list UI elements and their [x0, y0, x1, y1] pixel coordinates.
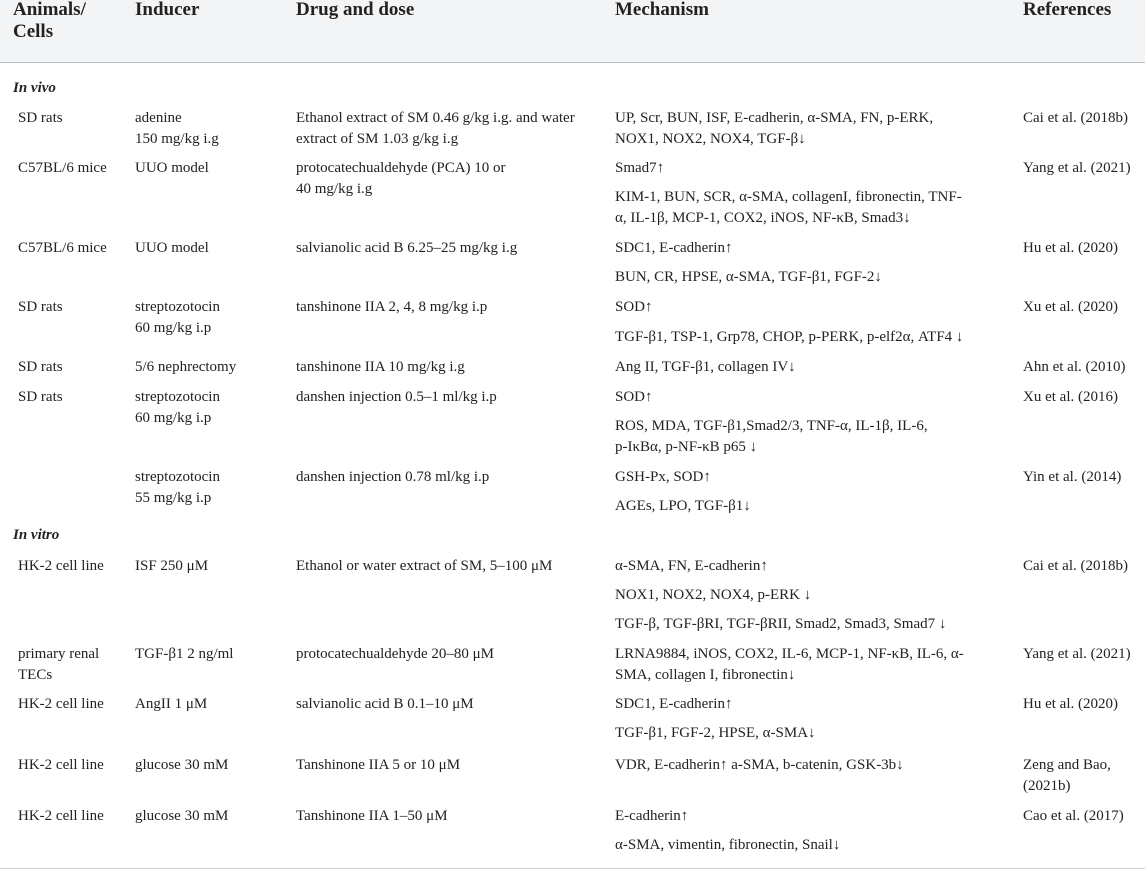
- cell-animals-line: SD rats: [18, 359, 63, 375]
- cell-reference-line: Xu et al. (2016): [1023, 389, 1118, 405]
- cell-inducer-line: 60 mg/kg i.p: [135, 320, 212, 336]
- cell-mechanism-line: SOD↑: [615, 389, 653, 405]
- cell-inducer: [135, 556, 208, 577]
- cell-reference-line: Ahn et al. (2010): [1023, 359, 1126, 375]
- cell-mechanism-line: UP, Scr, BUN, ISF, E-cadherin, α-SMA, FN, p-ERK,: [615, 110, 934, 126]
- cell-drug-dose-line: protocatechualdehyde 20–80 μM: [296, 646, 494, 662]
- cell-mechanism-line: α, IL-1β, MCP-1, COX2, iNOS, NF-κB, Smad3↓: [615, 210, 911, 226]
- cell-inducer: [135, 694, 207, 715]
- cell-drug-dose-line: 40 mg/kg i.g: [296, 181, 373, 197]
- cell-animals: [18, 297, 63, 318]
- cell-reference-line: Hu et al. (2020): [1023, 240, 1118, 256]
- cell-inducer-line: UUO model: [135, 240, 209, 256]
- cell-drug-dose-line: tanshinone IIA 10 mg/kg i.g: [296, 359, 465, 375]
- cell-reference: [1023, 357, 1125, 378]
- cell-animals-line: TECs: [18, 667, 53, 683]
- cell-drug-dose: [296, 755, 460, 776]
- section-in-vivo: In vivo: [13, 80, 56, 96]
- cell-animals: [18, 387, 63, 408]
- cell-drug-dose-line: Tanshinone IIA 5 or 10 μM: [296, 757, 461, 773]
- cell-reference-line: Cai et al. (2018b): [1023, 558, 1128, 574]
- cell-animals: [18, 755, 104, 776]
- cell-mechanism-line: SMA, collagen I, fibronectin↓: [615, 667, 796, 683]
- cell-mechanism: [615, 614, 946, 635]
- cell-mechanism: [615, 187, 962, 229]
- cell-mechanism-line: BUN, CR, HPSE, α-SMA, TGF-β1, FGF-2↓: [615, 269, 882, 285]
- cell-reference-line: Zeng and Bao,: [1023, 757, 1111, 773]
- cell-mechanism-line: SOD↑: [615, 299, 653, 315]
- cell-reference-line: Yang et al. (2021): [1023, 160, 1131, 176]
- cell-inducer-line: 5/6 nephrectomy: [135, 359, 237, 375]
- cell-inducer-line: streptozotocin: [135, 299, 220, 315]
- cell-inducer: [135, 357, 236, 378]
- cell-inducer: [135, 467, 220, 509]
- cell-drug-dose: [296, 644, 494, 665]
- cell-mechanism-line: VDR, E-cadherin↑ a-SMA, b-catenin, GSK-3b↓: [615, 757, 904, 773]
- cell-reference-line: Xu et al. (2020): [1023, 299, 1118, 315]
- cell-drug-dose-line: danshen injection 0.5–1 ml/kg i.p: [296, 389, 497, 405]
- cell-mechanism: [615, 416, 928, 458]
- cell-animals: [18, 158, 107, 179]
- cell-reference-line: (2021b): [1023, 778, 1071, 794]
- cell-mechanism: [615, 267, 882, 288]
- cell-animals-line: C57BL/6 mice: [18, 160, 107, 176]
- cell-drug-dose: [296, 387, 497, 408]
- cell-animals-line: HK-2 cell line: [18, 757, 104, 773]
- cell-reference: [1023, 158, 1131, 179]
- cell-mechanism: [615, 297, 653, 318]
- cell-inducer: [135, 297, 220, 339]
- cell-inducer-line: 55 mg/kg i.p: [135, 490, 212, 506]
- cell-drug-dose-line: tanshinone IIA 2, 4, 8 mg/kg i.p: [296, 299, 488, 315]
- cell-mechanism-line: NOX1, NOX2, NOX4, TGF-β↓: [615, 131, 806, 147]
- header-drug-and-dose: Drug and dose: [296, 0, 415, 20]
- cell-mechanism-line: AGEs, LPO, TGF-β1↓: [615, 498, 751, 514]
- cell-animals: [18, 556, 104, 577]
- cell-animals: [18, 644, 99, 686]
- cell-drug-dose-line: Tanshinone IIA 1–50 μM: [296, 808, 448, 824]
- cell-reference: [1023, 806, 1124, 827]
- cell-mechanism-line: KIM-1, BUN, SCR, α-SMA, collagenI, fibronectin, TNF-: [615, 189, 962, 205]
- cell-inducer: [135, 644, 233, 665]
- cell-inducer-line: 60 mg/kg i.p: [135, 410, 212, 426]
- cell-mechanism-line: TGF-β1, TSP-1, Grp78, CHOP, p-PERK, p-elf2α, ATF4 ↓: [615, 329, 964, 345]
- cell-animals-line: HK-2 cell line: [18, 808, 104, 824]
- cell-inducer-line: UUO model: [135, 160, 209, 176]
- cell-inducer-line: streptozotocin: [135, 389, 220, 405]
- cell-reference-line: Yang et al. (2021): [1023, 646, 1131, 662]
- cell-inducer-line: adenine: [135, 110, 182, 126]
- cell-mechanism: [615, 496, 751, 517]
- cell-inducer: [135, 238, 209, 259]
- cell-drug-dose-line: danshen injection 0.78 ml/kg i.p: [296, 469, 490, 485]
- cell-animals-line: primary renal: [18, 646, 100, 662]
- cell-drug-dose: [296, 694, 474, 715]
- cell-inducer: [135, 108, 219, 150]
- cell-animals-line: SD rats: [18, 299, 63, 315]
- cell-drug-dose-line: salvianolic acid B 6.25–25 mg/kg i.g: [296, 240, 518, 256]
- cell-mechanism-line: SDC1, E-cadherin↑: [615, 696, 733, 712]
- cell-mechanism: [615, 158, 664, 179]
- cell-drug-dose: [296, 158, 506, 200]
- cell-inducer-line: streptozotocin: [135, 469, 220, 485]
- cell-reference: [1023, 644, 1131, 665]
- cell-mechanism: [615, 327, 963, 348]
- cell-mechanism-line: ROS, MDA, TGF-β1,Smad2/3, TNF-α, IL-1β, IL-6,: [615, 418, 928, 434]
- cell-inducer: [135, 158, 209, 179]
- cell-mechanism-line: LRNA9884, iNOS, COX2, IL-6, MCP-1, NF-κB, IL-6, α-: [615, 646, 964, 662]
- cell-animals: [18, 806, 104, 827]
- cell-drug-dose: [296, 238, 517, 259]
- cell-reference-line: Hu et al. (2020): [1023, 696, 1118, 712]
- table-header: [0, 0, 1145, 63]
- cell-inducer-line: 150 mg/kg i.g: [135, 131, 219, 147]
- cell-reference: [1023, 108, 1128, 129]
- cell-mechanism-line: Smad7↑: [615, 160, 665, 176]
- cell-drug-dose-line: Ethanol or water extract of SM, 5–100 μM: [296, 558, 553, 574]
- cell-drug-dose-line: Ethanol extract of SM 0.46 g/kg i.g. and water: [296, 110, 575, 126]
- cell-reference: [1023, 755, 1111, 797]
- cell-mechanism: [615, 238, 732, 259]
- cell-mechanism: [615, 644, 964, 686]
- cell-inducer: [135, 806, 228, 827]
- cell-animals-line: SD rats: [18, 110, 63, 126]
- cell-inducer-line: AngII 1 μM: [135, 696, 208, 712]
- cell-mechanism-line: α-SMA, FN, E-cadherin↑: [615, 558, 768, 574]
- cell-animals-line: HK-2 cell line: [18, 696, 104, 712]
- cell-reference: [1023, 556, 1128, 577]
- cell-mechanism-line: E-cadherin↑: [615, 808, 689, 824]
- cell-drug-dose-line: extract of SM 1.03 g/kg i.g: [296, 131, 459, 147]
- cell-drug-dose: [296, 556, 552, 577]
- table-bottom-border: [0, 868, 1145, 869]
- cell-mechanism: [615, 835, 840, 856]
- cell-mechanism-line: TGF-β1, FGF-2, HPSE, α-SMA↓: [615, 725, 816, 741]
- cell-mechanism: [615, 357, 796, 378]
- cell-mechanism: [615, 467, 711, 488]
- header-animals-cells: Animals/ Cells: [13, 0, 86, 42]
- cell-inducer-line: glucose 30 mM: [135, 808, 229, 824]
- cell-mechanism: [615, 755, 904, 776]
- cell-mechanism: [615, 806, 688, 827]
- cell-drug-dose-line: protocatechualdehyde (PCA) 10 or: [296, 160, 506, 176]
- cell-inducer-line: glucose 30 mM: [135, 757, 229, 773]
- cell-mechanism: [615, 108, 933, 150]
- cell-reference: [1023, 387, 1118, 408]
- cell-mechanism-line: p-IκBα, p-NF-κB p65 ↓: [615, 439, 758, 455]
- cell-drug-dose-line: salvianolic acid B 0.1–10 μM: [296, 696, 474, 712]
- cell-drug-dose: [296, 806, 448, 827]
- cell-drug-dose: [296, 297, 487, 318]
- cell-mechanism: [615, 585, 811, 606]
- cell-animals-line: SD rats: [18, 389, 63, 405]
- cell-mechanism: [615, 387, 653, 408]
- cell-animals: [18, 108, 63, 129]
- cell-reference-line: Cao et al. (2017): [1023, 808, 1124, 824]
- cell-reference: [1023, 694, 1118, 715]
- cell-reference: [1023, 467, 1121, 488]
- section-in-vitro: In vitro: [13, 527, 60, 543]
- cell-mechanism-line: α-SMA, vimentin, fibronectin, Snail↓: [615, 837, 841, 853]
- cell-inducer-line: ISF 250 μM: [135, 558, 209, 574]
- header-mechanism: Mechanism: [615, 0, 709, 20]
- cell-drug-dose: [296, 467, 489, 488]
- cell-mechanism-line: GSH-Px, SOD↑: [615, 469, 711, 485]
- cell-reference: [1023, 238, 1118, 259]
- cell-reference-line: Cai et al. (2018b): [1023, 110, 1128, 126]
- cell-mechanism: [615, 556, 768, 577]
- cell-animals-line: C57BL/6 mice: [18, 240, 107, 256]
- header-inducer: Inducer: [135, 0, 200, 20]
- cell-animals-line: HK-2 cell line: [18, 558, 104, 574]
- cell-inducer-line: TGF-β1 2 ng/ml: [135, 646, 234, 662]
- cell-animals: [18, 694, 104, 715]
- cell-mechanism-line: TGF-β, TGF-βRI, TGF-βRII, Smad2, Smad3, Smad7 ↓: [615, 616, 947, 632]
- cell-mechanism: [615, 723, 816, 744]
- cell-mechanism: [615, 694, 732, 715]
- cell-drug-dose: [296, 108, 575, 150]
- cell-animals: [18, 238, 107, 259]
- cell-reference-line: Yin et al. (2014): [1023, 469, 1122, 485]
- header-references: References: [1023, 0, 1112, 20]
- cell-drug-dose: [296, 357, 465, 378]
- cell-animals: [18, 357, 63, 378]
- cell-inducer: [135, 755, 228, 776]
- cell-inducer: [135, 387, 220, 429]
- cell-mechanism-line: SDC1, E-cadherin↑: [615, 240, 733, 256]
- cell-mechanism-line: Ang II, TGF-β1, collagen IV↓: [615, 359, 796, 375]
- cell-mechanism-line: NOX1, NOX2, NOX4, p-ERK ↓: [615, 587, 812, 603]
- cell-reference: [1023, 297, 1118, 318]
